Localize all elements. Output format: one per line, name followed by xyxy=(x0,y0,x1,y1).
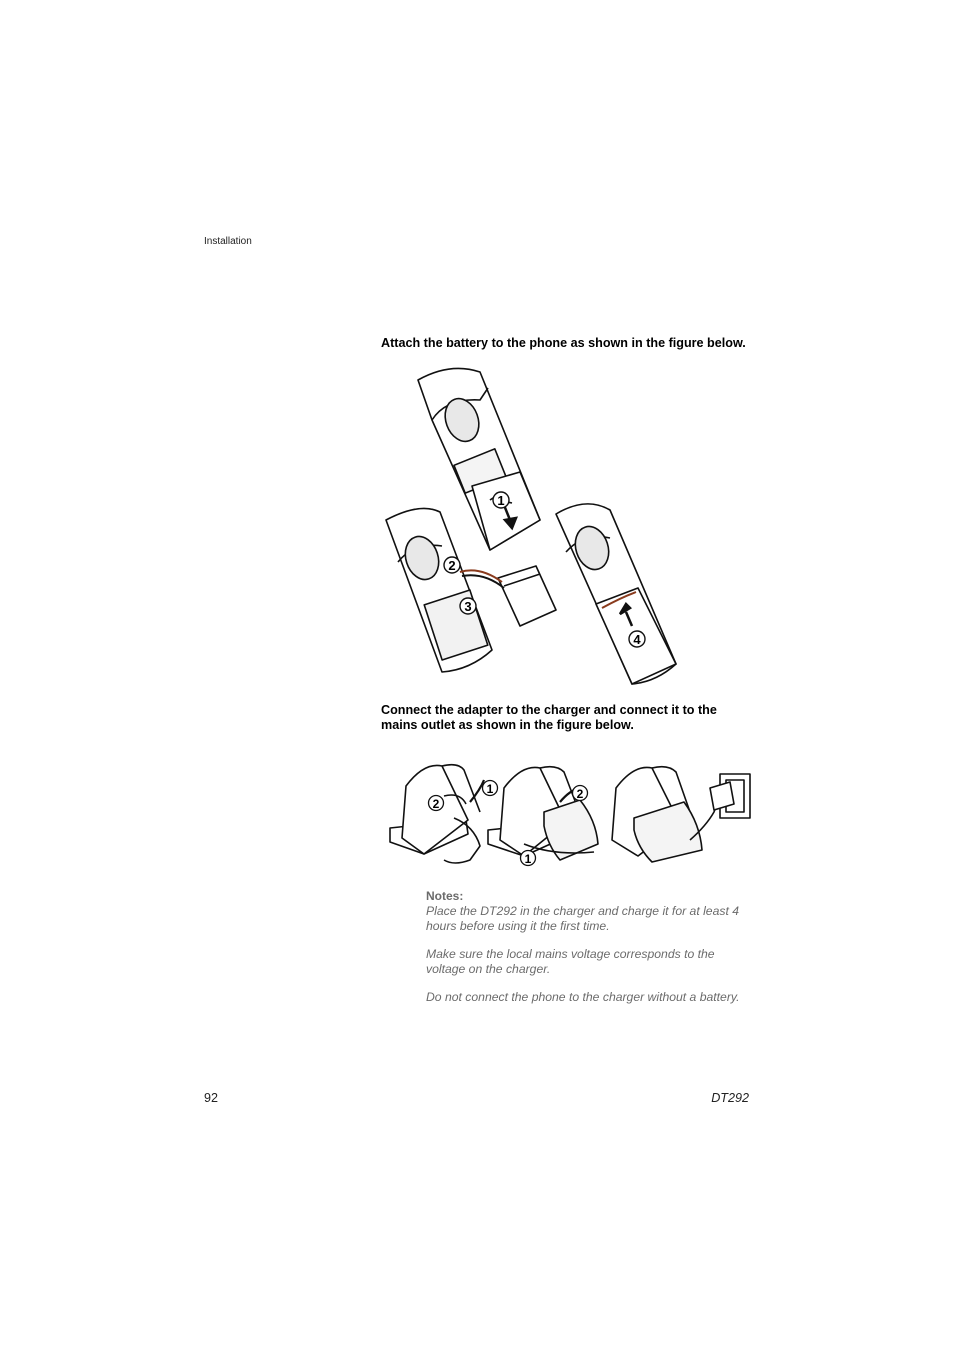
page-number: 92 xyxy=(204,1091,219,1105)
charger-callout-2b xyxy=(573,786,588,802)
charger-instruction-line2: mains outlet as shown in the figure below. xyxy=(381,718,634,732)
callout-1-label: 1 xyxy=(497,493,505,508)
phone-right-illustration xyxy=(556,504,676,684)
charger-right-illustration xyxy=(612,767,750,862)
charger-callout-1b xyxy=(521,851,536,867)
callout-2-label: 2 xyxy=(448,558,456,573)
charger-instruction xyxy=(381,703,717,733)
charger-connection-figure xyxy=(384,756,754,874)
section-header: Installation xyxy=(204,236,252,247)
charger-callout-1b-label: 1 xyxy=(524,852,532,866)
callout-4 xyxy=(629,631,645,647)
note-battery-required-line1: Do not connect the phone to the charger without a battery. xyxy=(426,990,740,1004)
note-mains-voltage-line2: voltage on the charger. xyxy=(426,961,551,976)
callout-1 xyxy=(493,492,509,508)
charger-callout-2a-label: 2 xyxy=(432,797,440,811)
note-charge-time-line1: Place the DT292 in the charger and charge it for at least 4 xyxy=(426,904,739,918)
phone-left-illustration xyxy=(386,508,556,672)
callout-3 xyxy=(460,598,476,614)
note-mains-voltage-line1: Make sure the local mains voltage corresponds to the xyxy=(426,947,715,961)
note-mains-voltage xyxy=(426,947,715,976)
charger-callout-2b-label: 2 xyxy=(576,787,584,801)
callout-3-label: 3 xyxy=(464,599,472,614)
charger-left-illustration xyxy=(390,765,480,863)
callout-4-label: 4 xyxy=(633,632,641,647)
battery-attachment-figure xyxy=(380,360,700,690)
note-battery-required xyxy=(426,990,739,1005)
charger-middle-illustration xyxy=(488,767,598,860)
charger-callout-1a-label: 1 xyxy=(486,782,494,796)
charger-instruction-line1: Connect the adapter to the charger and connect it to the xyxy=(381,703,717,717)
callout-2 xyxy=(444,557,460,573)
note-charge-time-line2: hours before using it the first time. xyxy=(426,918,610,933)
product-name: DT292 xyxy=(711,1091,749,1105)
battery-instruction: Attach the battery to the phone as shown in the figure below. xyxy=(381,336,746,350)
notes-title: Notes: xyxy=(426,889,464,903)
charger-callout-2a xyxy=(429,796,444,812)
note-charge-time xyxy=(426,904,739,933)
charger-callout-1a xyxy=(483,781,498,797)
